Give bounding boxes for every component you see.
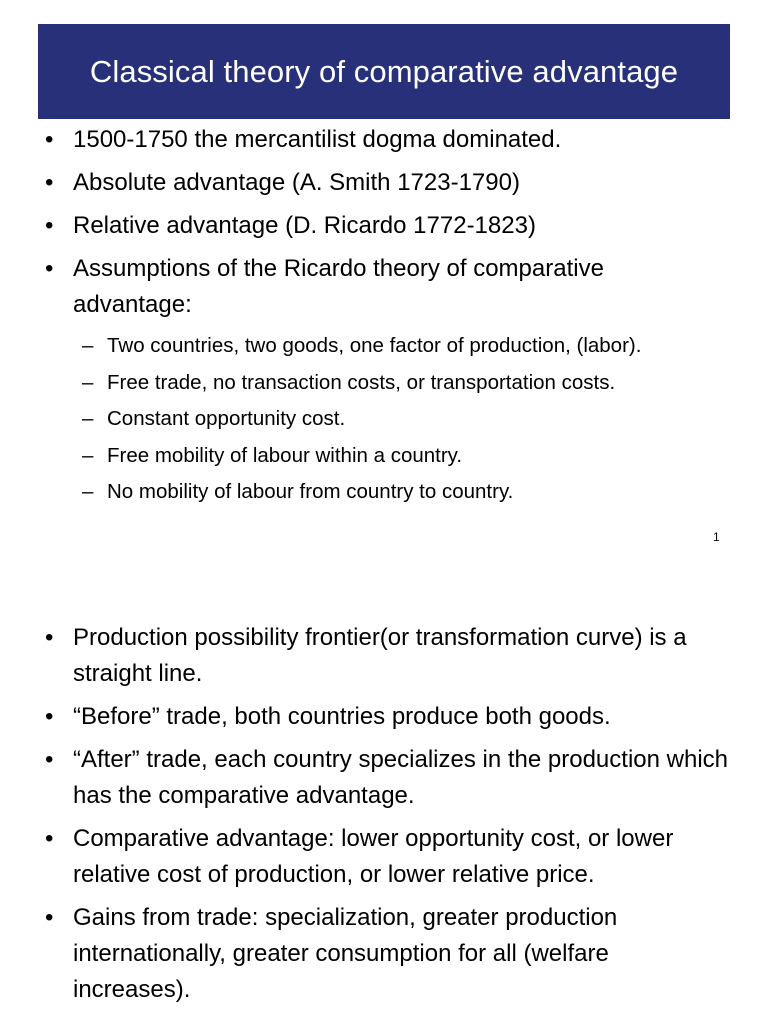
bullet-text: Gains from trade: specialization, greater production internationally, greater consumption for all (welfare increases). bbox=[73, 904, 618, 1003]
bullet-marker: • bbox=[45, 255, 54, 282]
slide1-bullet-list bbox=[0, 122, 768, 513]
bullet-marker: • bbox=[45, 746, 54, 773]
bullet-item bbox=[0, 122, 768, 158]
sub-bullet-text: Constant opportunity cost. bbox=[107, 407, 346, 430]
sub-bullet-item bbox=[0, 367, 768, 399]
bullet-marker: • bbox=[45, 126, 54, 153]
bullet-text: “Before” trade, both countries produce both goods. bbox=[73, 703, 611, 730]
bullet-item bbox=[0, 251, 768, 323]
bullet-text: Absolute advantage (A. Smith 1723-1790) bbox=[73, 169, 520, 196]
bullet-text: Assumptions of the Ricardo theory of comparative advantage: bbox=[73, 255, 604, 318]
bullet-item bbox=[0, 699, 768, 735]
bullet-item bbox=[0, 165, 768, 201]
bullet-text: “After” trade, each country specializes in the production which has the comparative advantage. bbox=[73, 746, 728, 809]
dash-marker: – bbox=[82, 407, 94, 430]
sub-bullet-text: No mobility of labour from country to country. bbox=[107, 480, 514, 503]
bullet-item bbox=[0, 821, 768, 893]
bullet-item bbox=[0, 742, 768, 814]
sub-bullet-text: Two countries, two goods, one factor of production, (labor). bbox=[107, 334, 642, 357]
bullet-text: 1500-1750 the mercantilist dogma dominated. bbox=[73, 126, 562, 153]
slide-title-bar bbox=[38, 24, 730, 119]
bullet-text: Production possibility frontier(or transformation curve) is a straight line. bbox=[73, 624, 687, 687]
bullet-marker: • bbox=[45, 904, 54, 931]
slide2-bullet-list bbox=[0, 620, 768, 1015]
dash-marker: – bbox=[82, 443, 94, 467]
bullet-text: Relative advantage (D. Ricardo 1772-1823) bbox=[73, 212, 536, 239]
dash-marker: – bbox=[82, 334, 94, 357]
bullet-marker: • bbox=[45, 624, 54, 651]
sub-bullet-item bbox=[0, 440, 768, 472]
bullet-marker: • bbox=[45, 169, 54, 196]
bullet-marker: • bbox=[45, 703, 54, 730]
sub-bullet-text: Free trade, no transaction costs, or transportation costs. bbox=[107, 370, 616, 394]
sub-bullet-item bbox=[0, 476, 768, 508]
bullet-item bbox=[0, 208, 768, 244]
bullet-text: Comparative advantage: lower opportunity cost, or lower relative cost of production, or lower relative price. bbox=[73, 825, 674, 888]
bullet-marker: • bbox=[45, 212, 54, 239]
sub-bullet-item bbox=[0, 330, 768, 362]
slide-title: Classical theory of comparative advantage bbox=[89, 53, 679, 89]
bullet-item bbox=[0, 620, 768, 692]
bullet-marker: • bbox=[45, 825, 54, 852]
bullet-item bbox=[0, 900, 768, 1008]
sub-bullet-text: Free mobility of labour within a country. bbox=[107, 443, 463, 467]
dash-marker: – bbox=[82, 370, 94, 394]
sub-bullet-item bbox=[0, 403, 768, 435]
page-number: 1 bbox=[713, 530, 720, 544]
dash-marker: – bbox=[82, 480, 94, 503]
